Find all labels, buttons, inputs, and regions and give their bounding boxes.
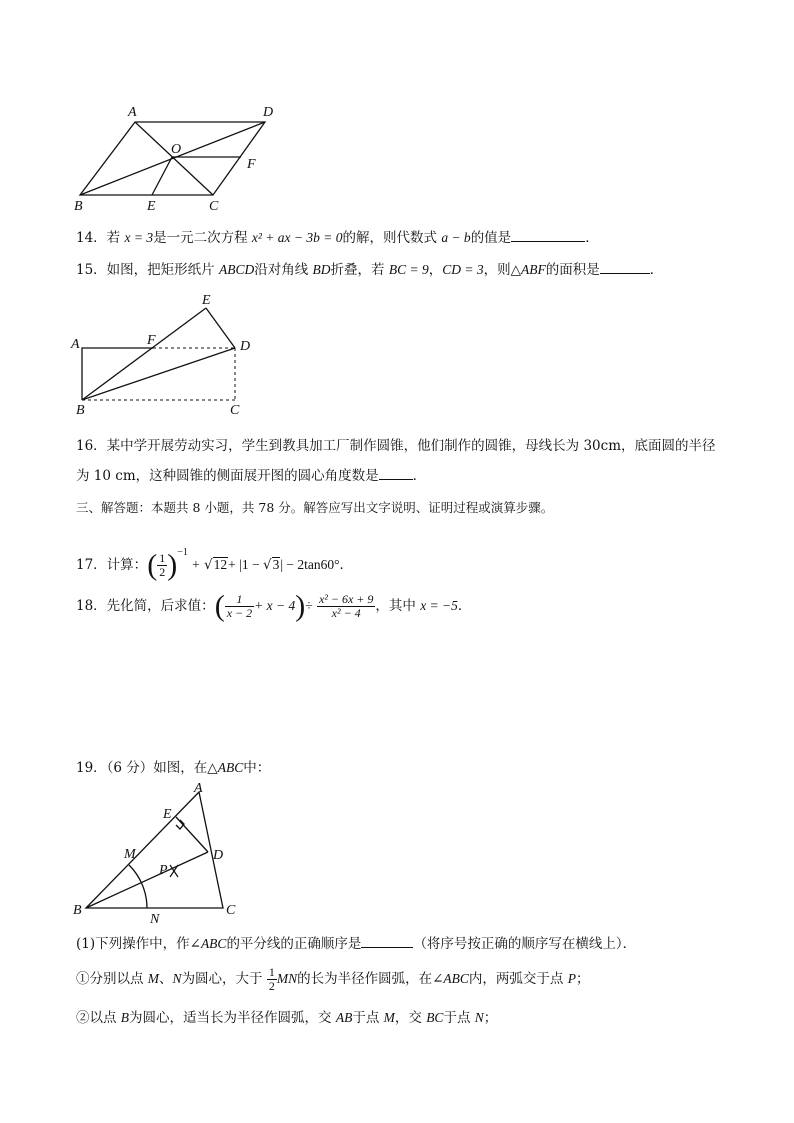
section-heading: 三、解答题：本题共 8 小题，共 78 分。解答应写出文字说明、证明过程或演算步骤。 xyxy=(76,500,554,515)
label-B: B xyxy=(76,403,85,418)
label-D: D xyxy=(263,105,274,120)
label-B: B xyxy=(73,903,82,918)
label-A: A xyxy=(128,105,137,120)
label-F: F xyxy=(247,157,256,172)
label-D: D xyxy=(213,848,224,863)
construction-step-1: ①分别以点 M、N为圆心，大于 $\frac{1}{2}$ MN的长为半径作圆弧，在∠ABC内，两弧交于点 P； xyxy=(76,965,590,993)
label-C: C xyxy=(230,403,240,418)
construction-step-2: ②以点 B为圆心，适当长为半径作圆弧，交 AB于点 M，交 BC于点 N； xyxy=(76,1010,498,1026)
question-19-part-1: (1)下列操作中，作∠ABC的平分线的正确顺序是 （将序号按正确的顺序写在横线上）． xyxy=(76,936,637,952)
question-17: 17．计算：( $\frac{1}{2}$ )$^{-1}$ + √12+ |1 − √3| − 2tan60°． xyxy=(76,547,354,582)
label-A: A xyxy=(194,781,203,796)
answer-blank xyxy=(511,229,585,242)
question-16-line2: 为 10 cm，这种圆锥的侧面展开图的圆心角度数是 ． xyxy=(76,468,427,484)
question-14: 14．若 x = 3是一元二次方程 x² + ax − 3b = 0的解，则代数式 a − b的值是 ． xyxy=(76,230,599,246)
angle-bisector-figure xyxy=(68,780,258,928)
label-F: F xyxy=(147,333,156,348)
parallelogram-figure xyxy=(70,98,290,216)
label-E: E xyxy=(147,199,156,214)
question-18: 18．先化简，后求值：( $\frac{1}{x - 2}$ + x − 4)÷ $\frac{\text{x² − 6x + 9}}{\text{x² − 4}}$ ，其中 x = −5． xyxy=(76,589,472,623)
question-19: 19．（6 分）如图，在△ABC中： xyxy=(76,760,271,776)
question-15: 15．如图，把矩形纸片 ABCD沿对角线 BD折叠，若 BC = 9，CD = 3，则△ABF的面积是 ． xyxy=(76,262,664,278)
label-P: P xyxy=(159,863,168,878)
label-M: M xyxy=(124,847,136,862)
label-D: D xyxy=(240,339,251,354)
answer-blank xyxy=(600,261,650,274)
label-C: C xyxy=(209,199,219,214)
answer-blank xyxy=(379,467,413,480)
label-E: E xyxy=(202,293,211,308)
answer-blank xyxy=(361,935,413,948)
label-C: C xyxy=(226,903,236,918)
folded-rectangle-figure xyxy=(68,292,268,420)
question-16-line1: 16．某中学开展劳动实习，学生到教具加工厂制作圆锥，他们制作的圆锥，母线长为 30cm，底面圆的半径 xyxy=(76,438,716,454)
label-O: O xyxy=(171,142,182,157)
label-A: A xyxy=(71,337,80,352)
label-E: E xyxy=(163,807,172,822)
label-B: B xyxy=(74,199,83,214)
label-N: N xyxy=(150,912,160,927)
